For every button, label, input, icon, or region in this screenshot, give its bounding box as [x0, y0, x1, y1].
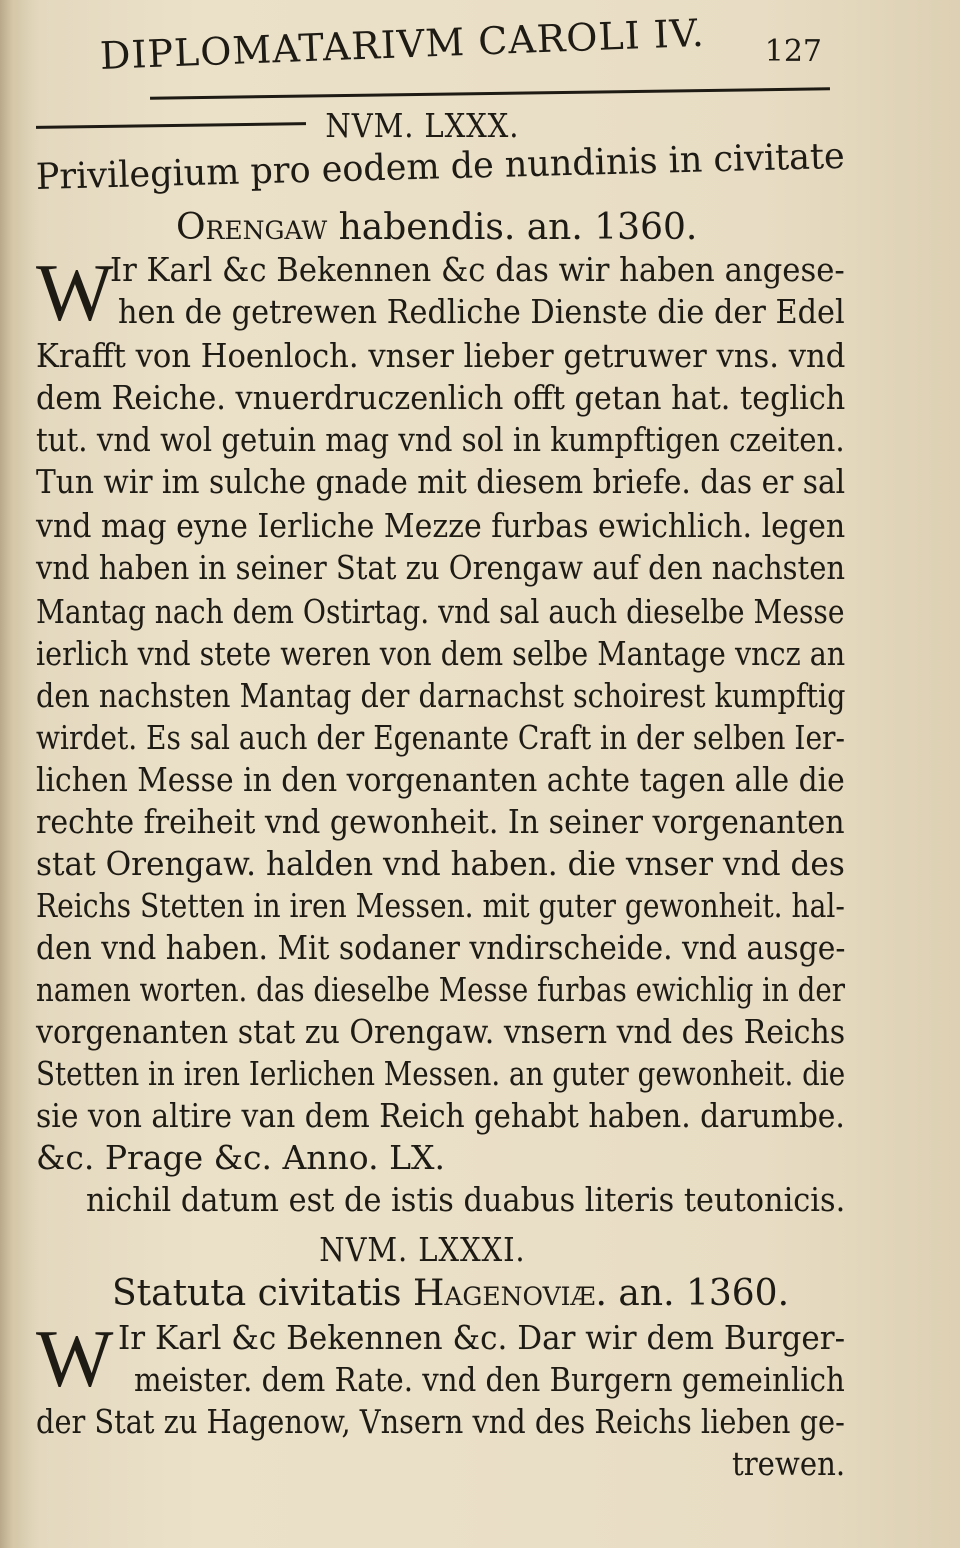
- city-name-hagenovia: Hagenoviæ: [412, 1273, 596, 1314]
- text-line: lichen Messe in den vorgenanten achte tagen alle die: [36, 760, 845, 799]
- city-name-orengaw: Orengaw: [176, 207, 328, 248]
- text-line: stat Orengaw. halden vnd haben. die vnser vnd des: [36, 844, 845, 883]
- text-line: sie von altire van dem Reich gehabt haben. darumbe.: [36, 1096, 845, 1135]
- text-line: den vnd haben. Mit sodaner vndirscheide. vnd ausge-: [36, 928, 846, 967]
- text-line: hen de getrewen Redliche Dienste die der Edel: [118, 292, 845, 331]
- catchword: trewen.: [731, 1444, 846, 1483]
- title-prefix: Statuta civitatis: [112, 1273, 413, 1314]
- text-line: vorgenanten stat zu Orengaw. vnsern vnd des Reichs: [36, 1012, 846, 1051]
- text-line: vnd haben in seiner Stat zu Orengaw auf den nachsten: [36, 548, 846, 587]
- text-line: rechte freiheit vnd gewonheit. In seiner vorgenanten: [36, 802, 845, 841]
- title-rest: habendis. an. 1360.: [327, 207, 698, 248]
- text-line: der Stat zu Hagenow, Vnsern vnd des Reichs lieben ge-: [36, 1402, 845, 1441]
- running-title: DIPLOMATARIVM CAROLI IV.: [99, 10, 706, 78]
- text-line: Ir Karl &c Bekennen &c. Dar wir dem Burger-: [118, 1318, 846, 1357]
- document-title-81: [112, 1274, 789, 1314]
- text-line: vnd mag eyne Ierliche Mezze furbas ewichlich. legen: [36, 506, 846, 545]
- editorial-note: nichil datum est de istis duabus literis teutonicis.: [86, 1180, 846, 1219]
- text-line: ierlich vnd stete weren von dem selbe Mantage vncz an: [36, 634, 846, 673]
- text-line: den nachsten Mantag der darnachst schoirest kumpftig: [36, 676, 846, 715]
- title-suffix: . an. 1360.: [595, 1273, 790, 1314]
- text-line: Krafft von Hoenloch. vnser lieber getruwer vns. vnd: [36, 336, 846, 375]
- text-line: Mantag nach dem Ostirtag. vnd sal auch dieselbe Messe: [36, 592, 845, 631]
- text-line: &c. Prage &c. Anno. LX.: [36, 1138, 445, 1177]
- text-line: Reichs Stetten in iren Messen. mit guter gewonheit. hal-: [36, 886, 845, 925]
- text-line: namen worten. das dieselbe Messe furbas ewichlig in der: [36, 970, 845, 1009]
- text-line: meister. dem Rate. vnd den Burgern gemeinlich: [134, 1360, 845, 1399]
- text-line: tut. vnd wol getuin mag vnd sol in kumpftigen czeiten.: [36, 420, 845, 459]
- drop-initial-81: W: [36, 1313, 114, 1404]
- text-line: dem Reiche. vnuerdruczenlich offt getan hat. teglich: [36, 378, 846, 417]
- text-line: Ir Karl &c Bekennen &c das wir haben angese-: [110, 250, 845, 289]
- page-number: 127: [764, 34, 822, 69]
- text-line: Stetten in iren Ierlichen Messen. an guter gewonheit. die: [36, 1054, 846, 1093]
- text-line: wirdet. Es sal auch der Egenante Craft in der selben Ier-: [36, 718, 845, 757]
- document-title-80-line2: [176, 208, 697, 248]
- document-number-80: NVM. LXXX.: [325, 106, 520, 145]
- document-title-80-line1: Privilegium pro eodem de nundinis in civitate: [35, 135, 846, 198]
- drop-initial-80: W: [36, 247, 114, 338]
- document-number-81: NVM. LXXXI.: [319, 1230, 526, 1269]
- text-line: Tun wir im sulche gnade mit diesem briefe. das er sal: [36, 462, 846, 501]
